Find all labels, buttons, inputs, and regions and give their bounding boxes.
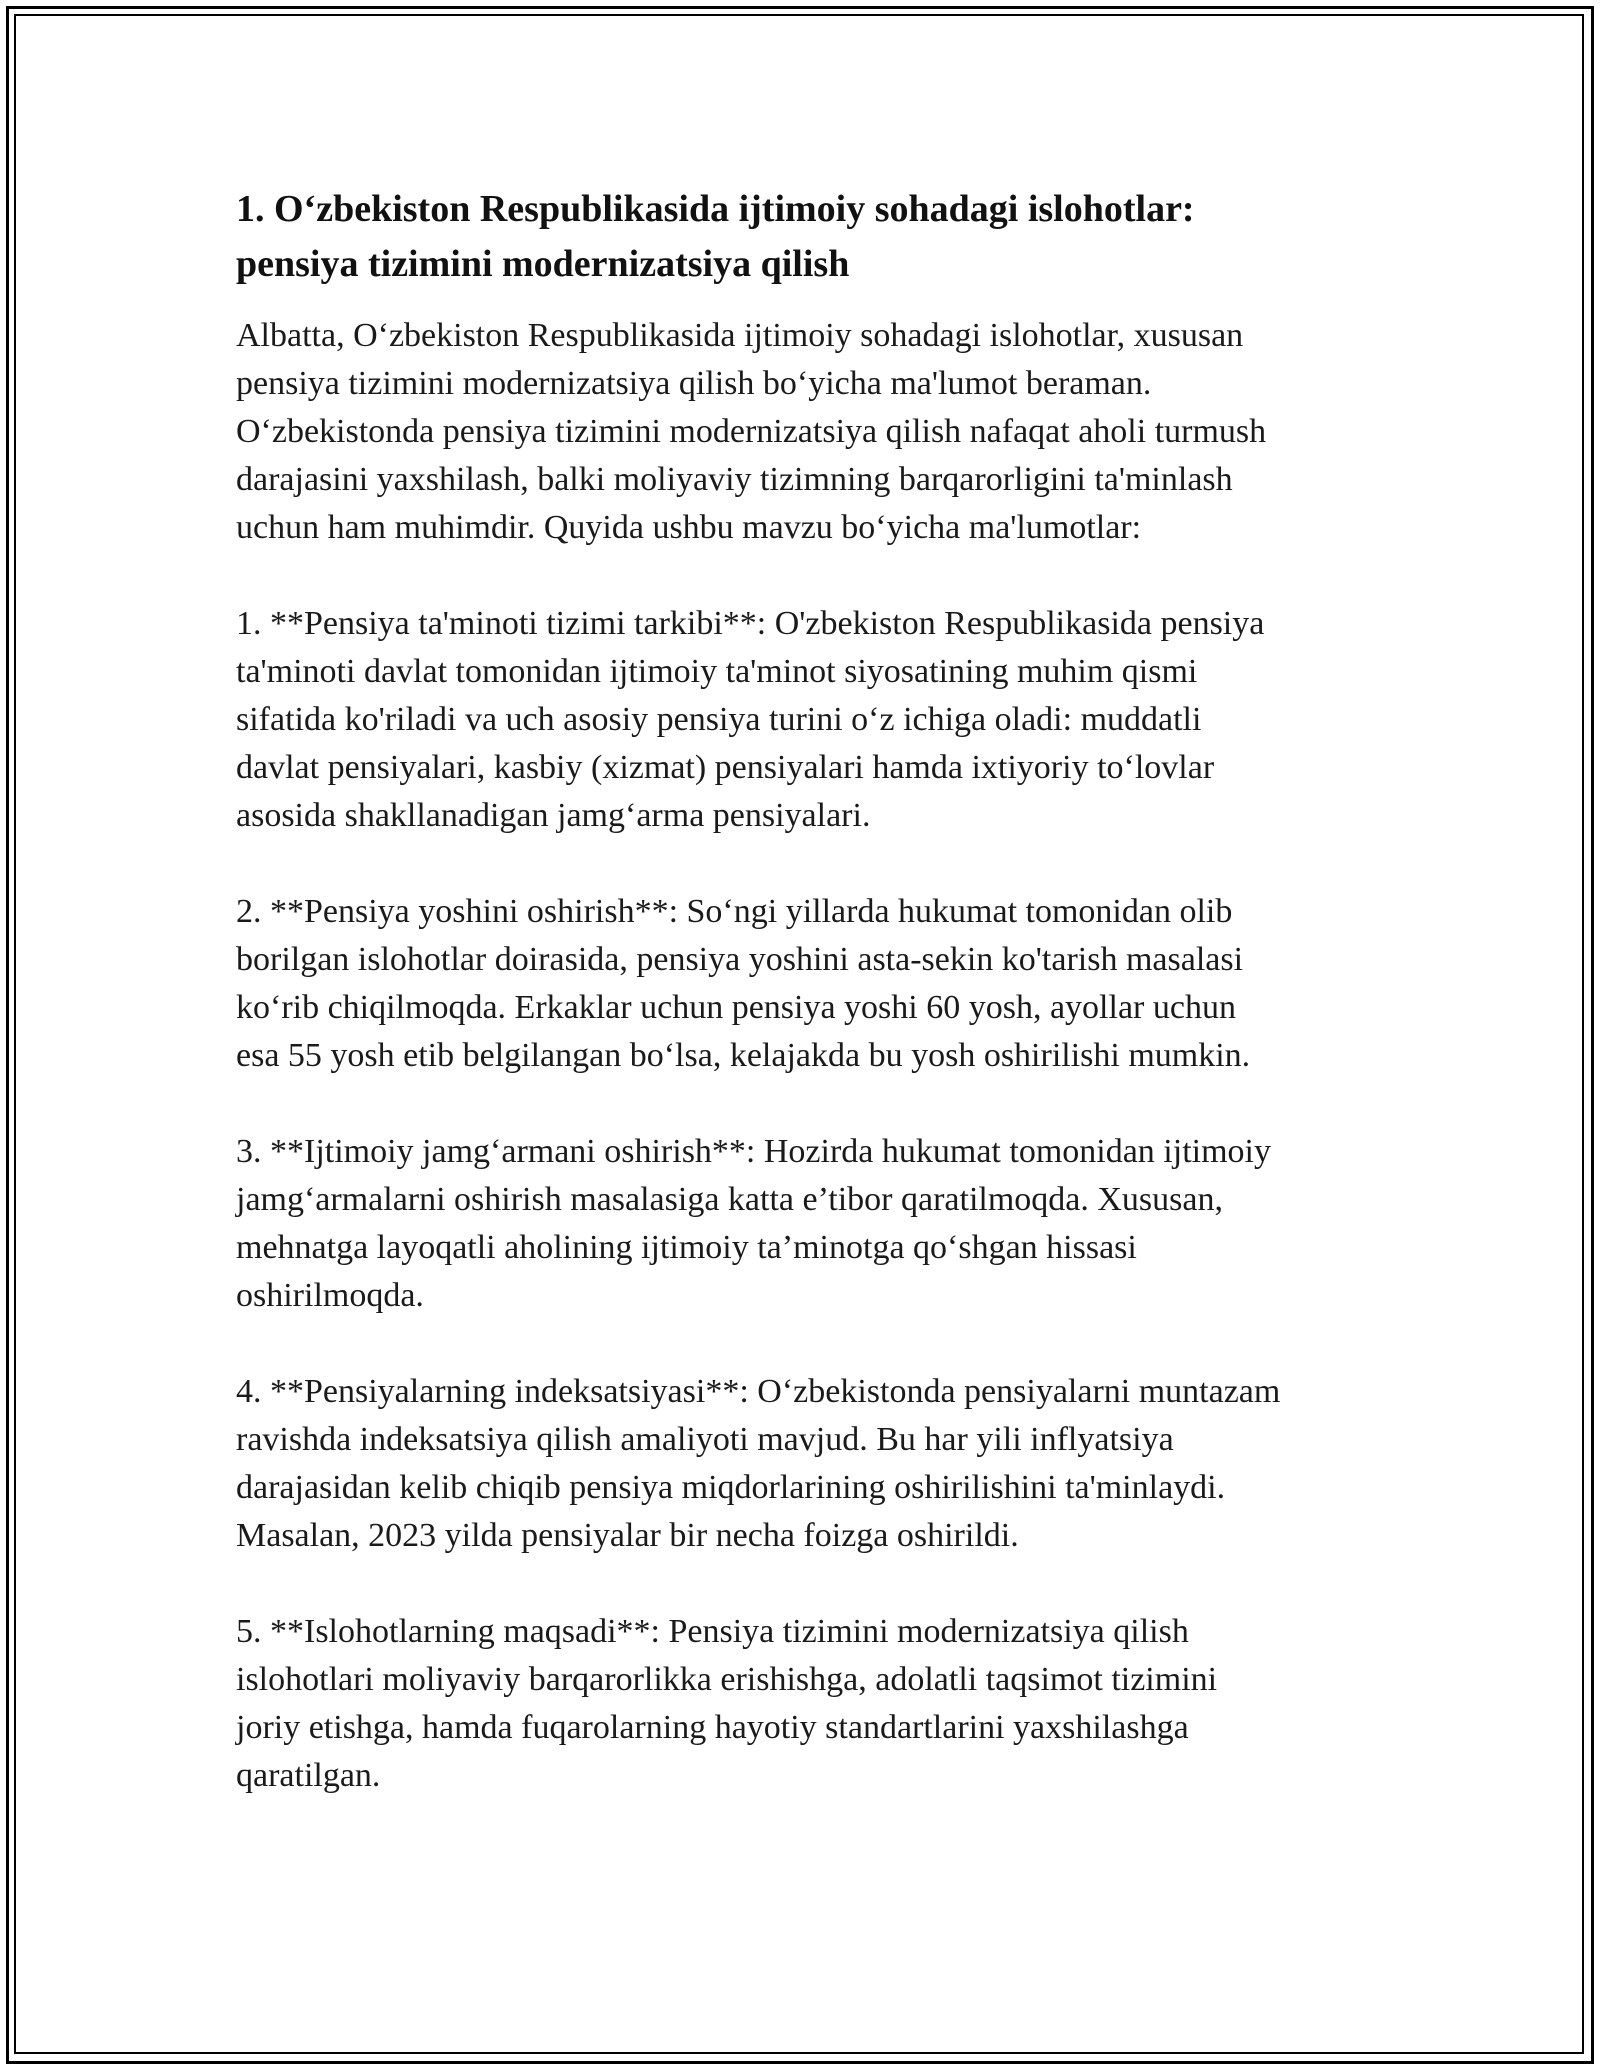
- list-item-pension-structure: 1. **Pensiya ta'minoti tizimi tarkibi**: O'zbekiston Respublikasida pensiya ta'minoti davlat tomonidan ijtimoiy ta'minot siyosatining muhim qismi sifatida ko'riladi va uch asosiy pensiya turini o‘z ichiga oladi: muddatli davlat pensiyalari, kasbiy (xizmat) pensiyalari hamda ixtiyoriy to‘lovlar asosida shakllanadigan jamg‘arma pensiyalari.: [236, 605, 1265, 834]
- document-page: [236, 182, 1386, 1800]
- list-item-reform-goals: 5. **Islohotlarning maqsadi**: Pensiya tizimini modernizatsiya qilish islohotlari moliyaviy barqarorlikka erishishga, adolatli taqsimot tizimini joriy etishga, hamda fuqarolarning hayotiy standartlarini yaxshilashga qaratilgan.: [236, 1613, 1218, 1794]
- list-item-indexation: 4. **Pensiyalarning indeksatsiyasi**: O‘zbekistonda pensiyalarni muntazam ravishda indeksatsiya qilish amaliyoti mavjud. Bu har yili inflyatsiya darajasidan kelib chiqib pensiya miqdorlarining oshirilishini ta'minlaydi. Masalan, 2023 yilda pensiyalar bir necha foizga oshirildi.: [236, 1373, 1281, 1554]
- document-title: 1. O‘zbekiston Respublikasida ijtimoiy sohadagi islohotlar: pensiya tizimini modernizatsiya qilish: [236, 188, 1195, 285]
- intro-paragraph: Albatta, O‘zbekiston Respublikasida ijtimoiy sohadagi islohotlar, xususan pensiya tizimini modernizatsiya qilish bo‘yicha ma'lumot beraman. O‘zbekistonda pensiya tizimini modernizatsiya qilish nafaqat aholi turmush darajasini yaxshilash, balki moliyaviy tizimning barqarorligini ta'minlash uchun ham muhimdir. Quyida ushbu mavzu bo‘yicha ma'lumotlar:: [236, 317, 1267, 546]
- list-item-retirement-age: 2. **Pensiya yoshini oshirish**: So‘ngi yillarda hukumat tomonidan olib borilgan islohotlar doirasida, pensiya yoshini asta-sekin ko'tarish masalasi ko‘rib chiqilmoqda. Erkaklar uchun pensiya yoshi 60 yosh, ayollar uchun esa 55 yosh etib belgilangan bo‘lsa, kelajakda bu yosh oshirilishi mumkin.: [236, 893, 1251, 1074]
- list-item-social-fund: 3. **Ijtimoiy jamg‘armani oshirish**: Hozirda hukumat tomonidan ijtimoiy jamg‘armalarni oshirish masalasiga katta e’tibor qaratilmoqda. Xususan, mehnatga layoqatli aholining ijtimoiy ta’minotga qo‘shgan hissasi oshirilmoqda.: [236, 1133, 1271, 1314]
- document-body: [236, 312, 1386, 1800]
